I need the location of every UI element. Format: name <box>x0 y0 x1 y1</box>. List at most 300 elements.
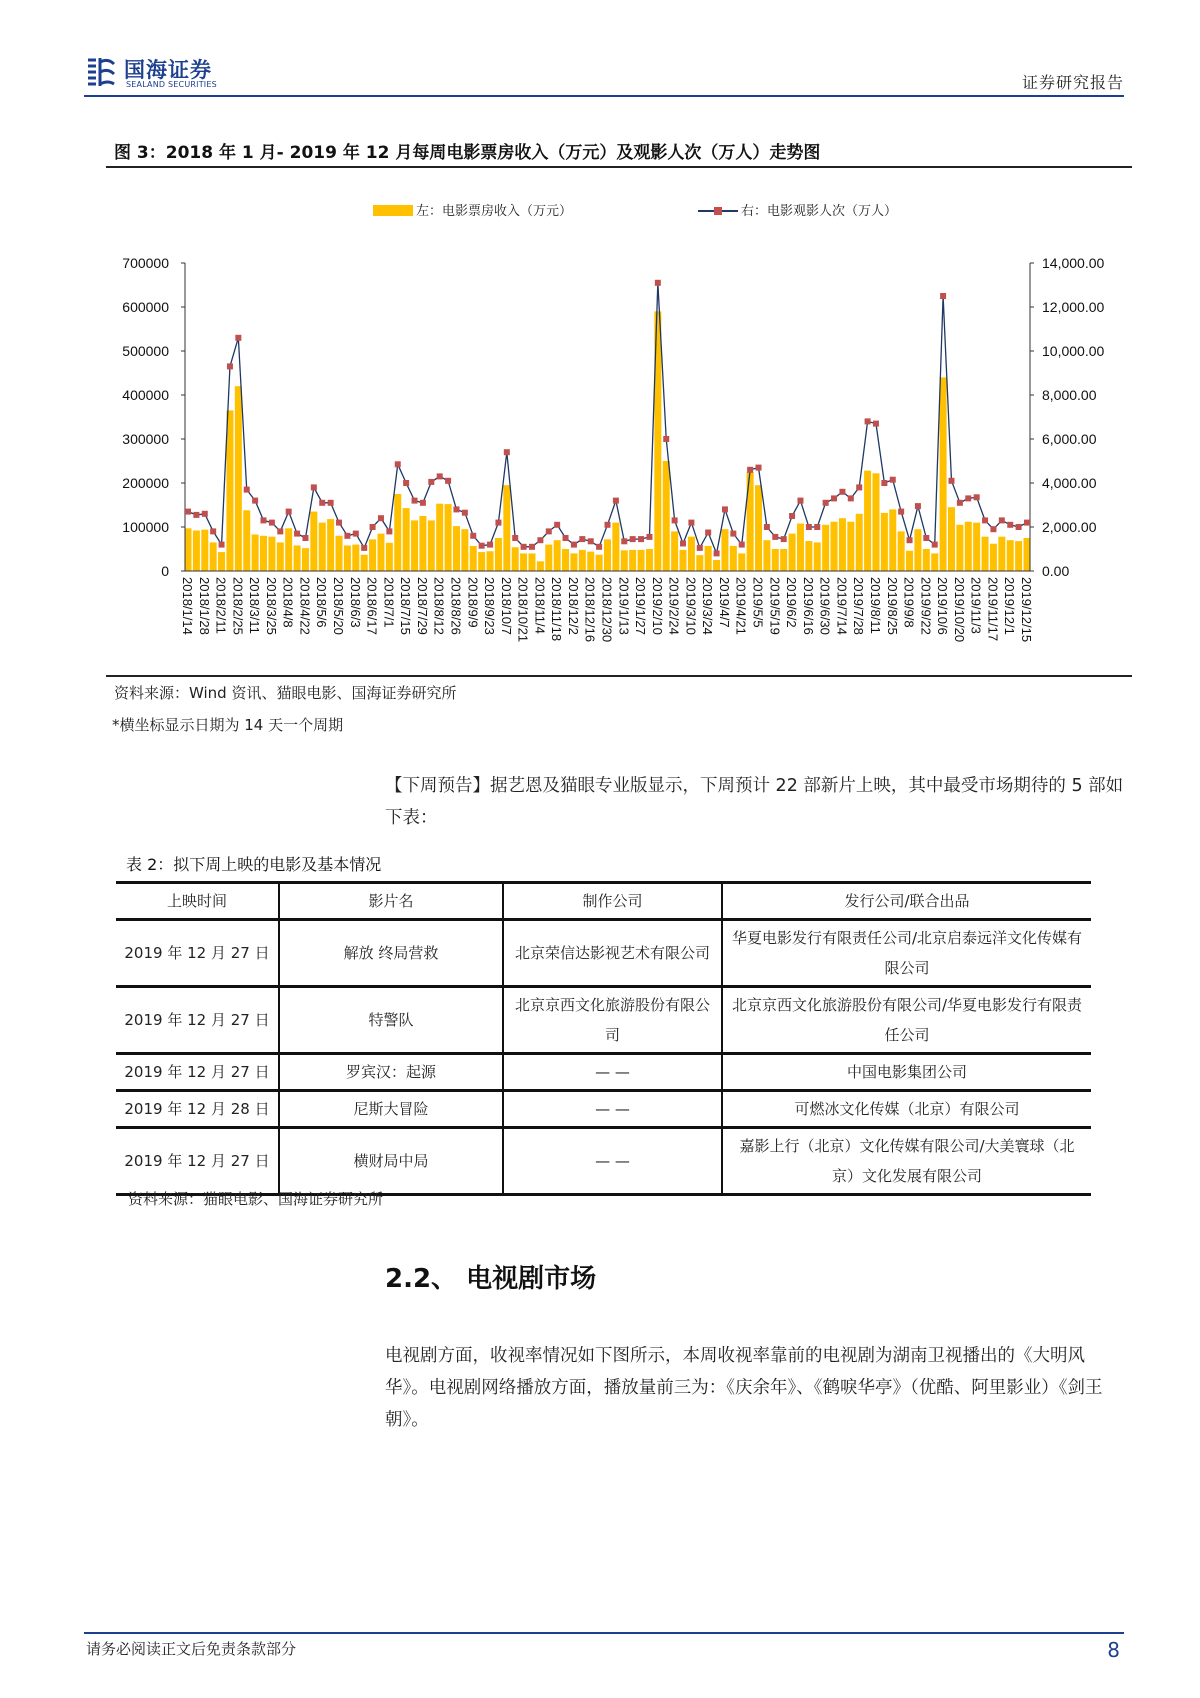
x-tick-label: 2018/8/26 <box>448 577 464 635</box>
point-audience <box>638 536 644 542</box>
point-audience <box>831 495 837 501</box>
col-header-release-date: 上映时间 <box>116 883 279 920</box>
footer-divider <box>84 1632 1124 1634</box>
bar-box-office <box>956 525 963 571</box>
point-audience <box>722 506 728 512</box>
point-audience <box>353 531 359 537</box>
table-header-row <box>116 883 1091 920</box>
x-tick-label: 2018/1/28 <box>196 577 212 635</box>
x-tick-label: 2019/3/24 <box>700 577 716 635</box>
table-row <box>116 1091 1091 1128</box>
bar-box-office <box>940 377 947 571</box>
point-audience <box>756 465 762 471</box>
cell-distributor: 可燃冰文化传媒（北京）有限公司 <box>722 1091 1091 1128</box>
point-audience <box>512 535 518 541</box>
table-row <box>116 920 1091 987</box>
bar-box-office <box>218 552 225 571</box>
x-tick-label: 2019/12/15 <box>1019 577 1034 643</box>
x-tick-label: 2018/7/15 <box>398 577 414 635</box>
point-audience <box>630 536 636 542</box>
bar-box-office <box>772 549 779 571</box>
cell-film-title: 尼斯大冒险 <box>279 1091 503 1128</box>
point-audience <box>336 520 342 526</box>
x-tick-label: 2019/2/10 <box>649 577 665 635</box>
x-tick-label: 2018/4/8 <box>280 577 296 628</box>
bar-box-office <box>822 525 829 571</box>
bar-box-office <box>755 485 762 571</box>
point-audience <box>554 522 560 528</box>
cell-film-title: 特警队 <box>279 987 503 1054</box>
point-audience <box>814 524 820 530</box>
section-heading: 2.2、 电视剧市场 <box>385 1264 597 1294</box>
bar-box-office <box>738 553 745 571</box>
left-tick-label: 100000 <box>122 519 169 535</box>
point-audience <box>957 500 963 506</box>
right-tick-label: 0.00 <box>1042 563 1070 579</box>
x-tick-label: 2019/3/10 <box>683 577 699 635</box>
cell-release-date: 2019 年 12 月 27 日 <box>116 987 279 1054</box>
cell-producer: — — <box>503 1091 722 1128</box>
bar-box-office <box>193 531 200 571</box>
bar-box-office <box>243 510 250 571</box>
bar-box-office <box>1007 540 1014 571</box>
disclaimer-note: 请务必阅读正文后免责条款部分 <box>86 1640 297 1658</box>
x-tick-label: 2018/7/1 <box>381 577 397 628</box>
bar-box-office <box>210 542 217 571</box>
bar-box-office <box>881 513 888 571</box>
bar-box-office <box>839 518 846 571</box>
point-audience <box>596 544 602 550</box>
point-audience <box>185 509 191 515</box>
bar-box-office <box>285 528 292 571</box>
left-tick-label: 700000 <box>122 255 169 271</box>
x-tick-label: 2018/9/23 <box>482 577 498 635</box>
bar-box-office <box>889 509 896 571</box>
bar-box-office <box>797 523 804 571</box>
bar-box-office <box>503 485 510 571</box>
cell-producer: 北京荣信达影视艺术有限公司 <box>503 920 722 987</box>
point-audience <box>940 293 946 299</box>
bar-box-office <box>419 516 426 571</box>
bar-box-office <box>789 534 796 571</box>
point-audience <box>412 498 418 504</box>
bar-box-office <box>906 551 913 571</box>
bar-box-office <box>990 544 997 571</box>
x-tick-label: 2019/12/1 <box>1002 577 1018 635</box>
bar-box-office <box>294 545 301 571</box>
bar-box-office <box>537 561 544 571</box>
point-audience <box>655 280 661 286</box>
point-audience <box>227 363 233 369</box>
point-audience <box>881 480 887 486</box>
cell-distributor: 北京京西文化旅游股份有限公司/华夏电影发行有限责任公司 <box>722 987 1091 1054</box>
bar-box-office <box>587 552 594 571</box>
bar-box-office <box>445 504 452 571</box>
table-caption: 表 2：拟下周上映的电影及基本情况 <box>126 855 382 874</box>
x-tick-label: 2019/8/25 <box>884 577 900 635</box>
bar-box-office <box>520 553 527 571</box>
x-tick-label: 2019/8/11 <box>867 577 883 634</box>
point-audience <box>923 535 929 541</box>
point-audience <box>193 512 199 518</box>
bar-box-office <box>982 537 989 571</box>
point-audience <box>277 528 283 534</box>
upcoming-films-table <box>116 881 1091 1196</box>
x-tick-label: 2019/1/13 <box>616 577 632 635</box>
bar-box-office <box>612 523 619 571</box>
x-tick-label: 2018/10/21 <box>515 577 531 643</box>
bar-box-office <box>1015 541 1022 571</box>
bar-box-office <box>604 539 611 571</box>
x-tick-label: 2019/5/19 <box>767 577 783 635</box>
section-paragraph: 电视剧方面，收视率情况如下图所示，本周收视率靠前的电视剧为湖南卫视播出的《大明风华》。电视剧网络播放方面，播放量前三为：《庆余年》、《鹤唳华亭》（优酷、阿里影业）《剑王朝》。 <box>385 1346 1103 1430</box>
x-tick-label: 2018/2/11 <box>213 577 229 634</box>
right-tick-label: 8,000.00 <box>1042 387 1097 403</box>
x-tick-label: 2018/1/14 <box>180 577 195 635</box>
bar-box-office <box>680 550 687 571</box>
bar-box-office <box>730 546 737 571</box>
x-tick-label: 2019/7/28 <box>851 577 867 635</box>
point-audience <box>898 509 904 515</box>
bar-box-office <box>671 531 678 571</box>
point-audience <box>739 542 745 548</box>
left-tick-label: 0 <box>161 563 169 579</box>
legend-bar-swatch <box>373 205 413 216</box>
point-audience <box>806 524 812 530</box>
bar-box-office <box>579 550 586 571</box>
point-audience <box>714 550 720 556</box>
x-tick-label: 2018/6/17 <box>364 577 380 635</box>
point-audience <box>302 535 308 541</box>
x-tick-label: 2018/4/22 <box>297 577 313 635</box>
bar-box-office <box>336 536 343 571</box>
figure-title: 图 3：2018 年 1 月- 2019 年 12 月每周电影票房收入（万元）及观影人次（万人）走势图 <box>114 143 821 163</box>
bar-box-office <box>562 549 569 571</box>
point-audience <box>764 524 770 530</box>
point-audience <box>529 544 535 550</box>
point-audience <box>294 531 300 537</box>
point-audience <box>865 418 871 424</box>
point-audience <box>848 495 854 501</box>
point-audience <box>974 494 980 500</box>
x-tick-label: 2018/3/25 <box>263 577 279 635</box>
x-tick-label: 2018/6/3 <box>347 577 363 628</box>
bar-box-office <box>310 512 317 571</box>
bar-box-office <box>185 528 192 571</box>
x-tick-label: 2018/2/25 <box>230 577 246 635</box>
bar-box-office <box>319 523 326 571</box>
bar-box-office <box>914 529 921 571</box>
bar-box-office <box>864 471 871 571</box>
bar-box-office <box>411 520 418 571</box>
figure-source: 资料来源：Wind 资讯、猫眼电影、国海证券研究所 <box>114 684 457 702</box>
bar-box-office <box>226 410 233 571</box>
point-audience <box>873 421 879 427</box>
bar-box-office <box>847 522 854 571</box>
point-audience <box>445 478 451 484</box>
bar-box-office <box>872 473 879 571</box>
report-type: 证券研究报告 <box>1021 73 1124 92</box>
x-tick-label: 2018/7/29 <box>414 577 430 635</box>
x-tick-label: 2018/12/2 <box>565 577 581 635</box>
point-audience <box>839 489 845 495</box>
bar-box-office <box>386 543 393 571</box>
x-tick-label: 2019/9/8 <box>901 577 917 628</box>
left-tick-label: 300000 <box>122 431 169 447</box>
x-tick-label: 2019/7/14 <box>834 577 850 635</box>
point-audience <box>672 517 678 523</box>
point-audience <box>588 538 594 544</box>
point-audience <box>428 479 434 485</box>
x-tick-label: 2018/5/6 <box>314 577 330 628</box>
x-tick-label: 2019/5/5 <box>750 577 766 628</box>
right-tick-label: 12,000.00 <box>1042 299 1105 315</box>
point-audience <box>219 542 225 548</box>
point-audience <box>579 536 585 542</box>
bar-box-office <box>252 534 259 571</box>
cell-producer: — — <box>503 1054 722 1091</box>
table-row <box>116 987 1091 1054</box>
x-tick-label: 2019/4/7 <box>716 577 732 628</box>
bar-box-office <box>478 552 485 571</box>
point-audience <box>210 528 216 534</box>
point-audience <box>1016 524 1022 530</box>
bar-box-office <box>528 553 535 571</box>
point-audience <box>361 545 367 551</box>
col-header-film: 影片名 <box>279 883 503 920</box>
cell-distributor: 华夏电影发行有限责任公司/北京启泰远洋文化传媒有限公司 <box>722 920 1091 987</box>
cell-film-title: 横财局中局 <box>279 1128 503 1195</box>
x-tick-label: 2019/6/30 <box>817 577 833 635</box>
bar-box-office <box>965 522 972 571</box>
point-audience <box>344 533 350 539</box>
bar-box-office <box>856 514 863 571</box>
bar-box-office <box>831 522 838 571</box>
bar-box-office <box>487 551 494 571</box>
left-tick-label: 200000 <box>122 475 169 491</box>
x-tick-label: 2018/12/16 <box>582 577 598 643</box>
bar-box-office <box>277 542 284 571</box>
x-tick-label: 2019/4/21 <box>733 577 749 635</box>
x-tick-label: 2019/2/24 <box>666 577 682 635</box>
bar-box-office <box>352 545 359 571</box>
bar-box-office <box>688 537 695 571</box>
point-audience <box>235 335 241 341</box>
point-audience <box>797 498 803 504</box>
table-row <box>116 1054 1091 1091</box>
point-audience <box>999 517 1005 523</box>
bar-box-office <box>344 545 351 571</box>
cell-release-date: 2019 年 12 月 27 日 <box>116 920 279 987</box>
point-audience <box>563 535 569 541</box>
bar-box-office <box>621 550 628 571</box>
box-office-chart <box>0 0 1200 680</box>
bar-box-office <box>696 555 703 571</box>
cell-release-date: 2019 年 12 月 27 日 <box>116 1054 279 1091</box>
point-audience <box>311 484 317 490</box>
bar-box-office <box>361 555 368 571</box>
x-tick-label: 2018/12/30 <box>599 577 615 643</box>
bar-box-office <box>394 494 401 571</box>
bar-box-office <box>554 540 561 571</box>
x-tick-label: 2018/9/9 <box>465 577 481 628</box>
cell-release-date: 2019 年 12 月 27 日 <box>116 1128 279 1195</box>
x-tick-label: 2018/11/4 <box>532 577 548 634</box>
point-audience <box>705 530 711 536</box>
point-audience <box>823 500 829 506</box>
bar-box-office <box>721 529 728 571</box>
bar-box-office <box>998 537 1005 571</box>
cell-distributor: 中国电影集团公司 <box>722 1054 1091 1091</box>
bar-box-office <box>973 523 980 571</box>
point-audience <box>646 534 652 540</box>
point-audience <box>932 542 938 548</box>
bar-box-office <box>453 526 460 571</box>
legend-line-label: 右：电影观影人次（万人） <box>741 203 898 218</box>
bar-box-office <box>931 553 938 571</box>
point-audience <box>395 461 401 467</box>
x-tick-label: 2019/6/16 <box>800 577 816 635</box>
point-audience <box>688 520 694 526</box>
point-audience <box>613 498 619 504</box>
bar-box-office <box>814 542 821 571</box>
point-audience <box>730 531 736 537</box>
point-audience <box>680 541 686 547</box>
bar-box-office <box>596 555 603 571</box>
point-audience <box>244 487 250 493</box>
right-tick-label: 2,000.00 <box>1042 519 1097 535</box>
x-tick-label: 2019/10/20 <box>951 577 967 643</box>
bar-box-office <box>201 530 208 571</box>
bar-box-office <box>268 537 275 571</box>
point-audience <box>621 538 627 544</box>
bar-box-office <box>512 547 519 571</box>
point-audience <box>202 511 208 517</box>
point-audience <box>772 534 778 540</box>
bar-box-office <box>327 519 334 571</box>
cell-release-date: 2019 年 12 月 28 日 <box>116 1091 279 1128</box>
bar-box-office <box>260 536 267 571</box>
point-audience <box>571 542 577 548</box>
cell-film-title: 解放 终局营救 <box>279 920 503 987</box>
left-tick-label: 500000 <box>122 343 169 359</box>
point-audience <box>907 537 913 543</box>
col-header-distributor: 发行公司/联合出品 <box>722 883 1091 920</box>
x-tick-label: 2019/1/27 <box>633 577 649 635</box>
legend-line-marker <box>714 207 722 215</box>
bar-box-office <box>545 545 552 571</box>
point-audience <box>856 484 862 490</box>
point-audience <box>319 500 325 506</box>
bar-box-office <box>369 539 376 571</box>
right-tick-label: 6,000.00 <box>1042 431 1097 447</box>
brand-name-cn: 国海证券 <box>124 58 212 82</box>
x-tick-label: 2018/8/12 <box>431 577 447 635</box>
right-tick-label: 14,000.00 <box>1042 255 1105 271</box>
table-row <box>116 1128 1091 1195</box>
x-tick-label: 2018/10/7 <box>498 577 514 635</box>
bar-box-office <box>377 534 384 571</box>
brand-name-en: SEALAND SECURITIES <box>126 80 217 89</box>
point-audience <box>504 449 510 455</box>
point-audience <box>948 478 954 484</box>
preview-paragraph: 【下周预告】据艺恩及猫眼专业版显示，下周预计 22 部新片上映，其中最受市场期待的 5 部如下表： <box>385 776 1124 828</box>
bar-box-office <box>1024 538 1031 571</box>
point-audience <box>252 498 258 504</box>
bar-box-office <box>763 540 770 571</box>
col-header-producer: 制作公司 <box>503 883 722 920</box>
bar-box-office <box>403 508 410 571</box>
cell-producer: — — <box>503 1128 722 1195</box>
point-audience <box>479 543 485 549</box>
bar-box-office <box>948 507 955 571</box>
page-number: 8 <box>1107 1638 1120 1662</box>
point-audience <box>420 500 426 506</box>
bar-box-office <box>461 529 468 571</box>
point-audience <box>386 528 392 534</box>
x-tick-label: 2019/11/3 <box>968 577 984 634</box>
left-tick-label: 600000 <box>122 299 169 315</box>
point-audience <box>605 522 611 528</box>
left-tick-label: 400000 <box>122 387 169 403</box>
x-tick-label: 2019/10/6 <box>935 577 951 635</box>
point-audience <box>546 528 552 534</box>
bar-box-office <box>470 546 477 571</box>
point-audience <box>261 517 267 523</box>
point-audience <box>487 542 493 548</box>
bar-box-office <box>663 461 670 571</box>
bar-box-office <box>646 549 653 571</box>
bar-box-office <box>436 504 443 571</box>
bar-box-office <box>713 560 720 571</box>
point-audience <box>990 526 996 532</box>
point-audience <box>453 506 459 512</box>
cell-producer: 北京京西文化旅游股份有限公司 <box>503 987 722 1054</box>
bar-box-office <box>629 550 636 571</box>
point-audience <box>403 480 409 486</box>
bar-box-office <box>638 550 645 571</box>
point-audience <box>378 515 384 521</box>
point-audience <box>328 500 334 506</box>
x-tick-label: 2018/11/18 <box>549 577 565 642</box>
point-audience <box>269 520 275 526</box>
point-audience <box>286 509 292 515</box>
figure-note: *横坐标显示日期为 14 天一个周期 <box>112 716 344 734</box>
table-source: 资料来源：猫眼电影、国海证券研究所 <box>128 1190 384 1208</box>
point-audience <box>915 503 921 509</box>
bar-box-office <box>780 549 787 571</box>
bar-box-office <box>428 520 435 571</box>
point-audience <box>747 467 753 473</box>
point-audience <box>1024 520 1030 526</box>
point-audience <box>370 524 376 530</box>
point-audience <box>470 533 476 539</box>
legend-bar-label: 左：电影票房收入（万元） <box>416 203 573 218</box>
x-tick-label: 2018/5/20 <box>331 577 347 635</box>
point-audience <box>663 436 669 442</box>
cell-distributor: 嘉影上行（北京）文化传媒有限公司/大美寰球（北京）文化发展有限公司 <box>722 1128 1091 1195</box>
point-audience <box>462 510 468 516</box>
point-audience <box>781 536 787 542</box>
bar-box-office <box>495 538 502 571</box>
figure-bottom-divider <box>106 675 1132 677</box>
x-tick-label: 2019/9/22 <box>918 577 934 635</box>
point-audience <box>697 545 703 551</box>
right-tick-label: 4,000.00 <box>1042 475 1097 491</box>
point-audience <box>965 495 971 501</box>
right-tick-label: 10,000.00 <box>1042 343 1105 359</box>
bar-box-office <box>235 386 242 571</box>
